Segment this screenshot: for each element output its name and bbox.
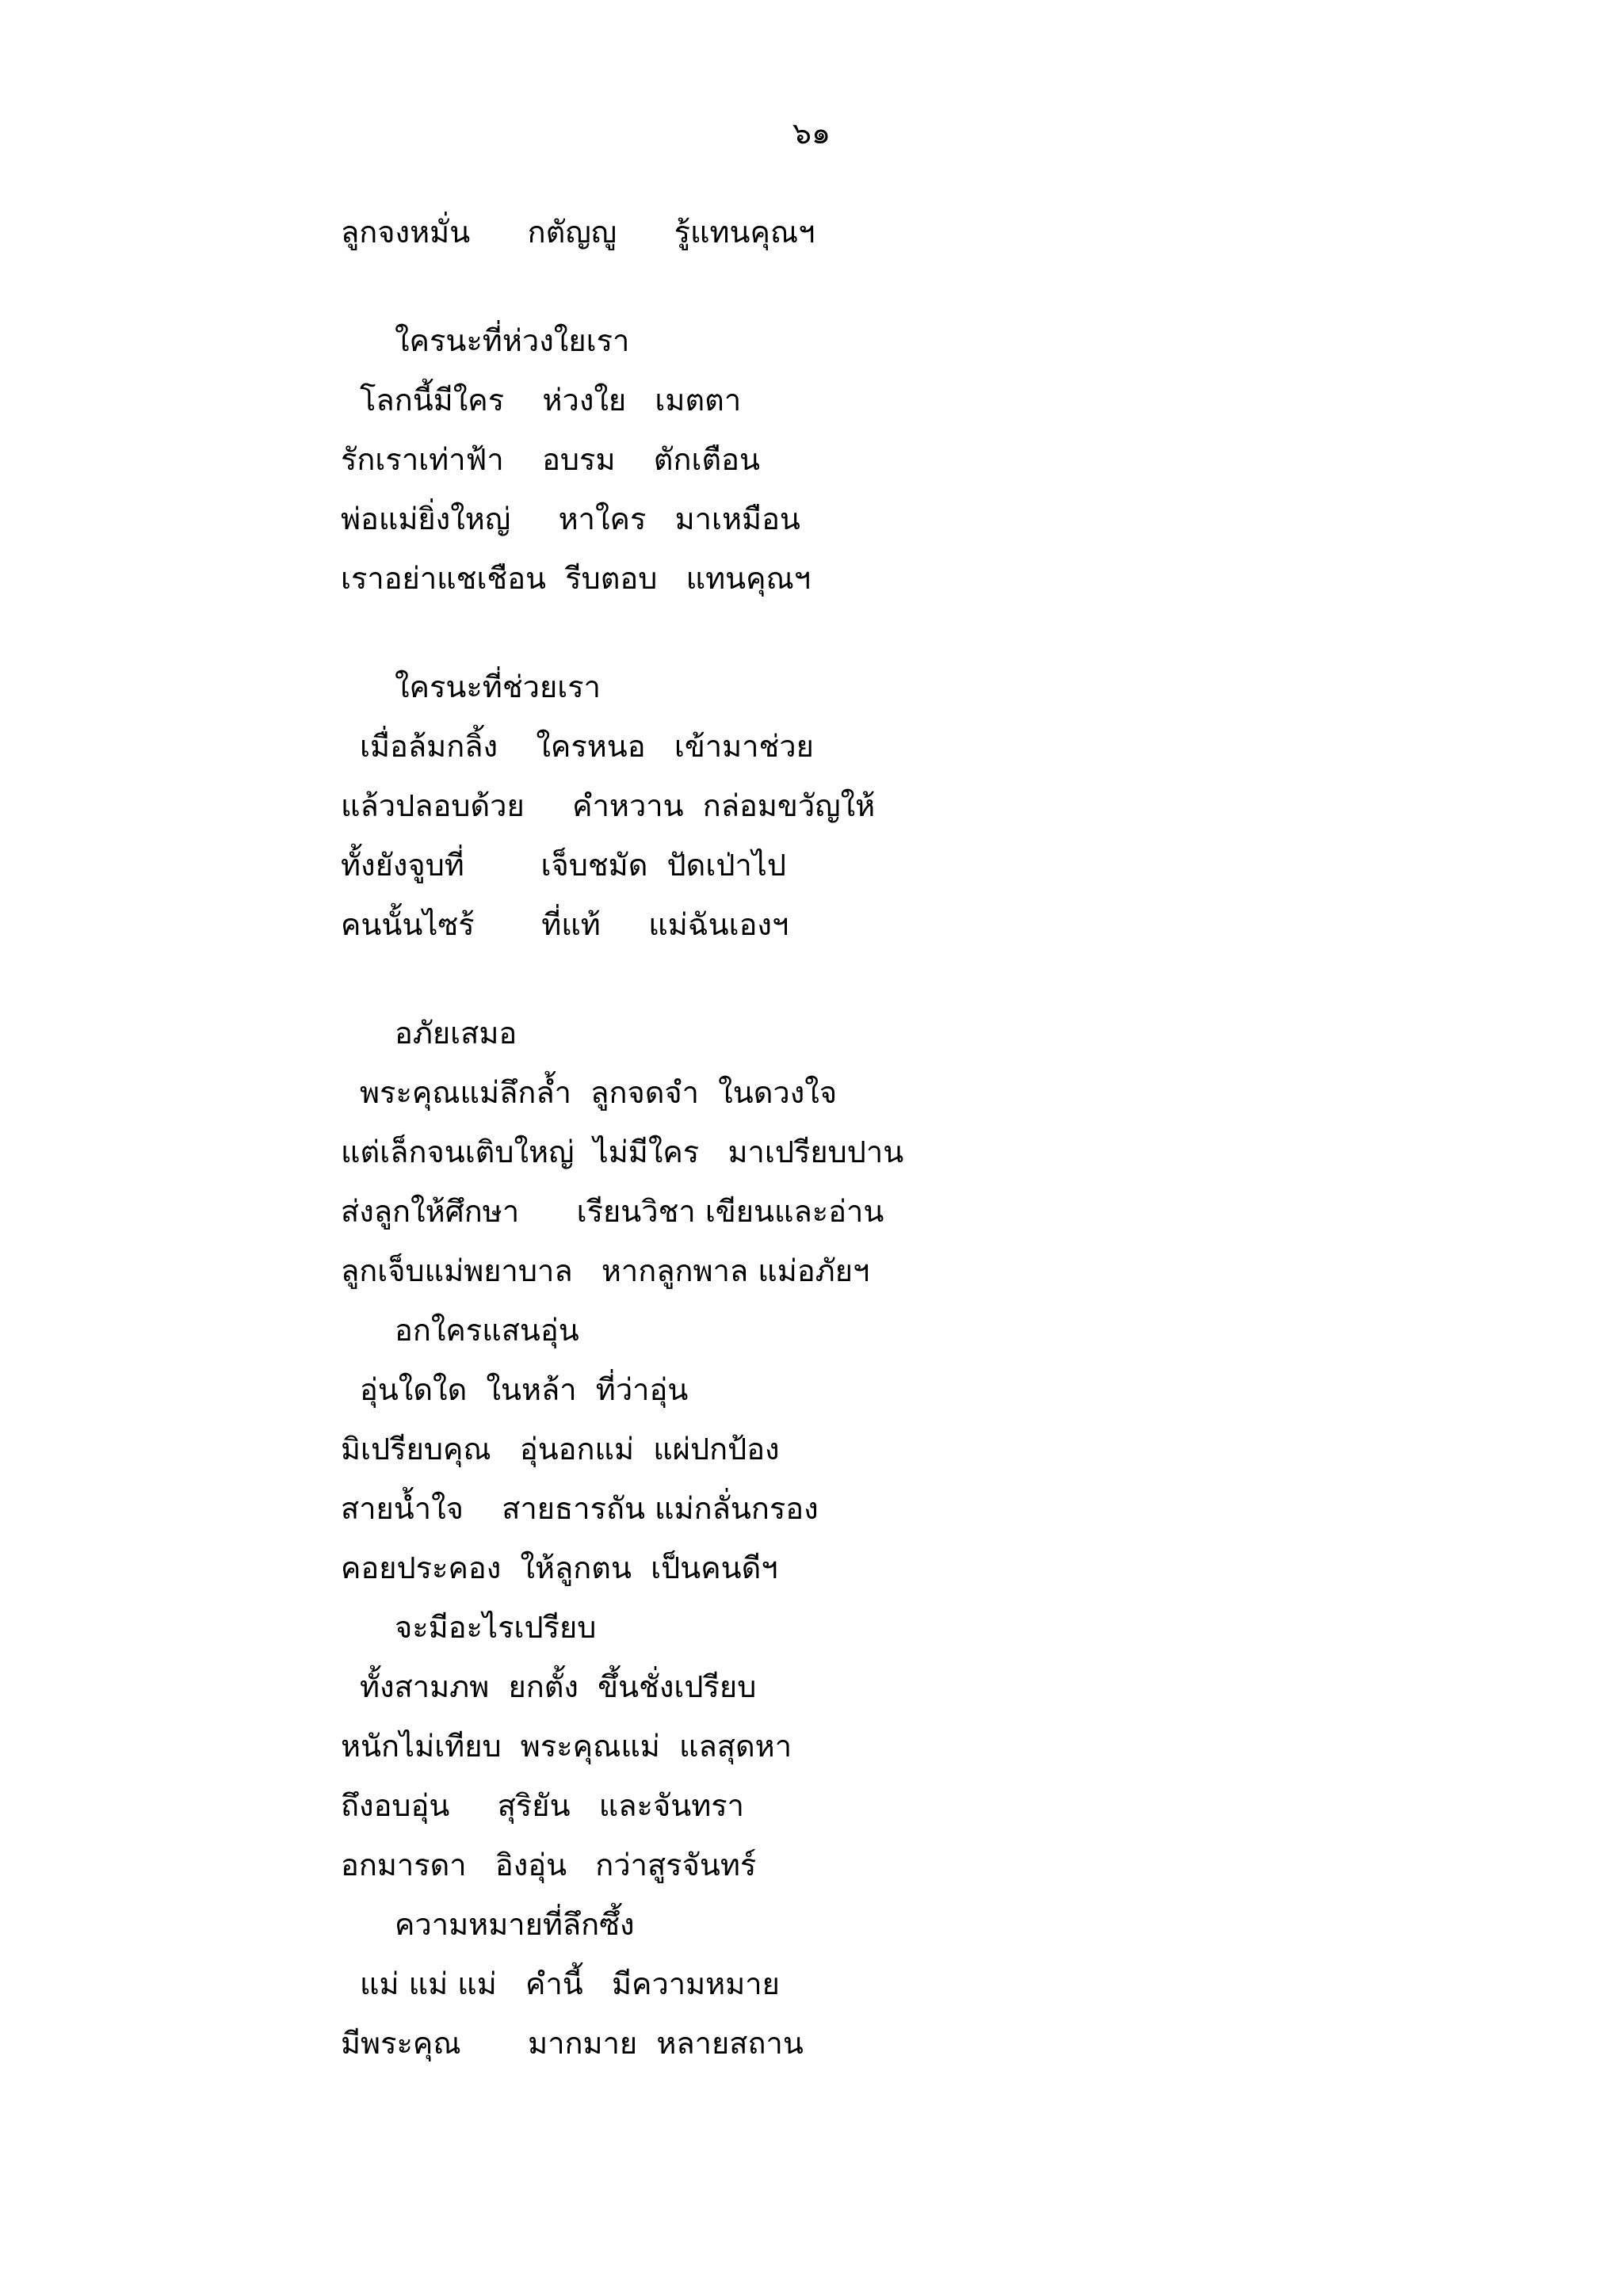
poem-line: เมื่อล้มกลิ้ง ใครหนอ เข้ามาช่วย <box>360 729 814 764</box>
poem-line: คนนั้นไซร้ ที่แท้ แม่ฉันเองฯ <box>341 907 789 942</box>
poem-line: ทั้งสามภพ ยกตั้ง ขึ้นชั่งเปรียบ <box>360 1669 757 1704</box>
stanza-gap <box>341 608 1450 658</box>
poem-title: ใครนะที่ห่วงใยเรา <box>395 323 630 358</box>
poem-title: จะมีอะไรเปรียบ <box>395 1610 597 1645</box>
poem-line: สายน้ำใจ สายธารถัน แม่กลั่นกรอง <box>341 1491 819 1526</box>
poem-line: โลกนี้มีใคร ห่วงใย เมตตา <box>360 383 742 418</box>
poem-line: แล้วปลอบด้วย คำหวาน กล่อมขวัญให้ <box>341 788 876 823</box>
poem-title: ความหมายที่ลึกซึ้ง <box>395 1907 635 1942</box>
poem-line: ลูกจงหมั่น กตัญญู รู้แทนคุณฯ <box>341 215 815 250</box>
poem-line: ทั้งยังจูบที่ เจ็บชมัด ปัดเป่าไป <box>341 848 787 883</box>
poem-line: ถึงอบอุ่น สุริยัน และจันทรา <box>341 1788 745 1823</box>
poem-line: เราอย่าแชเชือน รีบตอบ แทนคุณฯ <box>341 561 812 596</box>
poem-line: มีพระคุณ มากมาย หลายสถาน <box>341 2026 804 2061</box>
poem-line: หนักไม่เทียบ พระคุณแม่ แลสุดหา <box>341 1729 792 1764</box>
stanza-gap <box>341 955 1450 1004</box>
poem-line: มิเปรียบคุณ อุ่นอกแม่ แผ่ปกป้อง <box>341 1432 780 1466</box>
poem-line: รักเราเท่าฟ้า อบรม ตักเตือน <box>341 442 760 477</box>
poem-line: อุ่นใดใด ในหล้า ที่ว่าอุ่น <box>360 1372 689 1407</box>
poem-content <box>341 203 1450 2073</box>
poem-line: แม่ แม่ แม่ คำนี้ มีความหมาย <box>360 1966 780 2001</box>
stanza-gap <box>341 262 1450 311</box>
page-number: ๖๑ <box>792 116 831 151</box>
poem-line: พระคุณแม่ลึกล้ำ ลูกจดจำ ในดวงใจ <box>360 1075 838 1110</box>
poem-line: ลูกเจ็บแม่พยาบาล หากลูกพาล แม่อภัยฯ <box>341 1253 870 1288</box>
poem-line: คอยประคอง ให้ลูกตน เป็นคนดีฯ <box>341 1550 778 1585</box>
poem-line: ส่งลูกให้ศึกษา เรียนวิชา เขียนและอ่าน <box>341 1194 884 1229</box>
poem-title: อกใครแสนอุ่น <box>395 1313 579 1348</box>
poem-line: อกมารดา อิงอุ่น กว่าสูรจันทร์ <box>341 1848 757 1882</box>
poem-title: อภัยเสมอ <box>395 1016 517 1051</box>
poem-line: แต่เล็กจนเติบใหญ่ ไม่มีใคร มาเปรียบปาน <box>341 1135 904 1169</box>
poem-line: พ่อแม่ยิ่งใหญ่ หาใคร มาเหมือน <box>341 502 800 536</box>
poem-title: ใครนะที่ช่วยเรา <box>395 669 601 704</box>
